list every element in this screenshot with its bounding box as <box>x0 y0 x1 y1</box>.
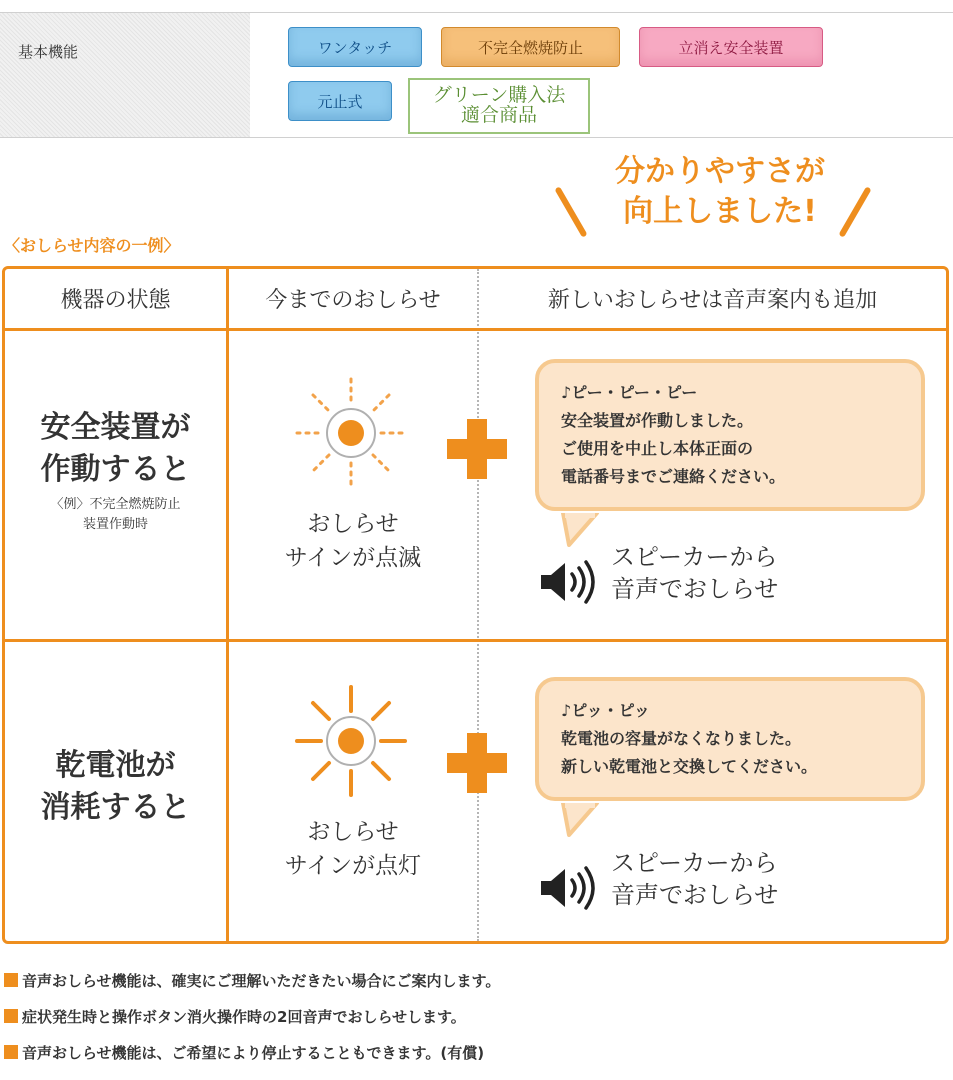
feature-label: 基本機能 <box>18 43 79 61</box>
green-badge-line2: 適合商品 <box>460 104 537 126</box>
row1-bubble-line3: ご使用を中止し本体正面の <box>561 439 754 458</box>
headline-line1: 分かりやすさが <box>615 154 825 189</box>
row2-bubble-line1: ♪ピッ・ピッ <box>561 701 650 720</box>
row1-speaker-text <box>611 541 778 605</box>
green-badge-line1: グリーン購入法 <box>432 84 566 107</box>
row2-sign-line2: サインが点灯 <box>284 853 422 879</box>
badge-one-touch: ワンタッチ <box>288 27 422 67</box>
row2-bubble-tail <box>561 803 601 837</box>
row2-voice-bubble <box>535 677 925 801</box>
row2-speaker-line1: スピーカーから <box>611 849 778 877</box>
row2-state-line1: 乾電池が <box>55 748 176 783</box>
table-header <box>5 269 946 331</box>
note-item: 音声おしらせ機能は、ご希望により停止することもできます。(有償) <box>4 1042 484 1063</box>
row1-speaker-line2: 音声でおしらせ <box>611 575 779 603</box>
headline <box>565 152 875 232</box>
row1-sign-text <box>229 507 477 575</box>
row2-sign-text <box>229 815 477 883</box>
header-state: 機器の状態 <box>60 288 171 313</box>
badge-green-purchase <box>408 78 590 134</box>
row1-state-sub1: 〈例〉不完全燃焼防止 <box>50 497 181 512</box>
row2-state <box>5 745 226 829</box>
row1-bubble-tail <box>561 513 601 547</box>
header-old-notice: 今までのおしらせ <box>265 288 441 313</box>
row1-state <box>5 407 226 535</box>
plus-icon <box>447 733 507 793</box>
row1-voice-bubble <box>535 359 925 511</box>
row1-speaker-line1: スピーカーから <box>611 543 778 571</box>
dotted-divider <box>477 269 479 941</box>
sun-blinking-icon <box>293 375 409 491</box>
row2-state-line2: 消耗すると <box>40 790 191 825</box>
speaker-icon <box>539 559 601 605</box>
row2-sign-line1: おしらせ <box>307 819 399 845</box>
row2-bubble-line3: 新しい乾電池と交換してください。 <box>561 757 818 776</box>
row1-bubble-line4: 電話番号までご連絡ください。 <box>561 467 786 486</box>
sun-steady-icon <box>293 683 409 799</box>
feature-label-cell <box>0 13 250 137</box>
row1-state-sub2: 装置作動時 <box>82 517 148 532</box>
row1-sign-line1: おしらせ <box>307 511 399 537</box>
row2-speaker-line2: 音声でおしらせ <box>611 881 779 909</box>
row-divider <box>5 639 946 642</box>
note-item: 症状発生時と操作ボタン消火操作時の2回音声でおしらせします。 <box>4 1006 466 1027</box>
header-new-notice: 新しいおしらせは音声案内も追加 <box>547 288 878 313</box>
speaker-icon <box>539 865 601 911</box>
plus-icon <box>447 419 507 479</box>
row1-sign-line2: サインが点滅 <box>284 545 422 571</box>
row2-bubble-line2: 乾電池の容量がなくなりました。 <box>561 729 802 748</box>
feature-table <box>0 12 953 138</box>
example-label: 〈おしらせ内容の一例〉 <box>4 236 180 255</box>
row1-state-line1: 安全装置が <box>40 410 191 445</box>
note-item: 音声おしらせ機能は、確実にご理解いただきたい場合にご案内します。 <box>4 970 500 991</box>
notification-table <box>2 266 949 944</box>
row1-bubble-line1: ♪ピー・ピー・ピー <box>561 383 698 402</box>
row1-state-line2: 作動すると <box>40 452 191 487</box>
headline-line2: 向上しました! <box>623 194 817 229</box>
badge-flame-failure: 立消え安全装置 <box>639 27 823 67</box>
row2-speaker-text <box>611 847 778 911</box>
badge-source-stop: 元止式 <box>288 81 392 121</box>
row1-bubble-line2: 安全装置が作動しました。 <box>561 411 754 430</box>
badge-incomplete-combustion: 不完全燃焼防止 <box>441 27 620 67</box>
